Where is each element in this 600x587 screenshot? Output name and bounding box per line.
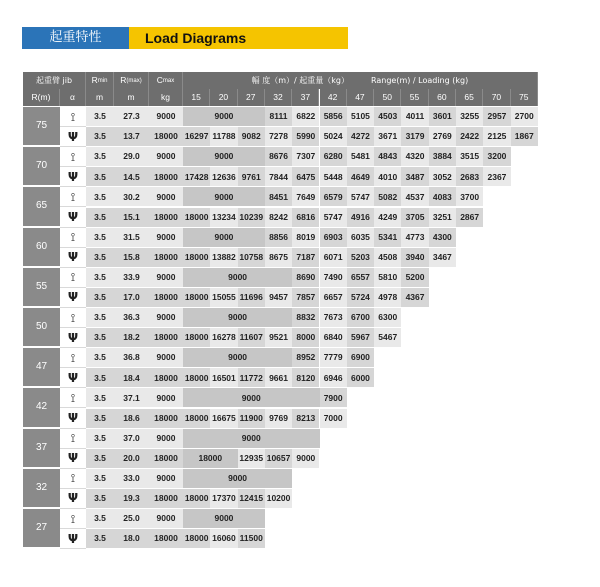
load-value: 12935 [238, 449, 265, 469]
load-value: 7857 [292, 288, 319, 308]
load-value: 6657 [320, 288, 347, 308]
header-range-65: 65 [456, 89, 483, 106]
load-value: 9000 [292, 449, 319, 469]
load-value: 8213 [292, 409, 319, 429]
load-value: 2683 [456, 167, 483, 187]
header-rmin-main: R [91, 75, 98, 86]
load-value: 5724 [347, 288, 374, 308]
load-value: 6557 [347, 268, 374, 288]
load-value: 3705 [401, 208, 428, 228]
header-cmax-main: C [156, 75, 163, 86]
load-value: 5082 [374, 187, 401, 207]
rmax-value: 18.4 [114, 368, 149, 388]
double-hook-icon: Ψ [60, 127, 86, 147]
header-range-47: 47 [347, 89, 374, 106]
load-value: 2957 [483, 107, 510, 127]
rmin-value: 3.5 [86, 228, 114, 248]
load-value: 9761 [238, 167, 265, 187]
rmax-value: 36.8 [114, 348, 149, 368]
load-value: 2867 [456, 208, 483, 228]
rmax-value: 15.8 [114, 248, 149, 268]
rmax-value: 17.0 [114, 288, 149, 308]
load-value: 12415 [238, 489, 265, 509]
load-value: 10200 [265, 489, 292, 509]
load-value: 7187 [292, 248, 319, 268]
load-value: 3487 [401, 167, 428, 187]
rmin-value: 3.5 [86, 409, 114, 429]
load-value: 9000 [183, 348, 292, 368]
boom-length-50: 50 [23, 308, 60, 348]
load-value: 2769 [429, 127, 456, 147]
rmin-value: 3.5 [86, 127, 114, 147]
rmin-value: 3.5 [86, 147, 114, 167]
load-value: 7844 [265, 167, 292, 187]
single-hook-icon: ⟟ [60, 509, 86, 529]
load-value: 8832 [292, 308, 319, 328]
load-value: 8000 [292, 328, 319, 348]
load-value: 18000 [183, 409, 210, 429]
load-value: 3179 [401, 127, 428, 147]
load-value: 11607 [238, 328, 265, 348]
header-range-70: 70 [483, 89, 510, 106]
cmax-value: 9000 [149, 469, 183, 489]
header-range-37: 37 [292, 89, 319, 106]
load-value: 9000 [183, 388, 320, 408]
rmax-value: 30.2 [114, 187, 149, 207]
double-hook-icon: Ψ [60, 449, 86, 469]
rmax-value: 37.1 [114, 388, 149, 408]
load-value: 5810 [374, 268, 401, 288]
rmax-value: 14.5 [114, 167, 149, 187]
rmin-value: 3.5 [86, 208, 114, 228]
load-value: 6840 [320, 328, 347, 348]
banner-title-zh: 起重特性 [22, 27, 129, 49]
load-value: 1867 [511, 127, 538, 147]
load-value: 5481 [347, 147, 374, 167]
load-value: 3671 [374, 127, 401, 147]
load-value: 8111 [265, 107, 292, 127]
rmin-value: 3.5 [86, 368, 114, 388]
load-value: 7307 [292, 147, 319, 167]
load-value: 5967 [347, 328, 374, 348]
load-value: 4773 [401, 228, 428, 248]
banner-title-en: Load Diagrams [129, 27, 348, 49]
load-value: 11772 [238, 368, 265, 388]
header-range-55: 55 [401, 89, 428, 106]
load-value: 18000 [183, 328, 210, 348]
load-value: 6822 [292, 107, 319, 127]
load-value: 7779 [320, 348, 347, 368]
load-value: 5105 [347, 107, 374, 127]
load-value: 8120 [292, 368, 319, 388]
header-jib: 起重臂 jib [23, 72, 86, 89]
load-value: 6000 [347, 368, 374, 388]
rmax-value: 20.0 [114, 449, 149, 469]
boom-length-70: 70 [23, 147, 60, 187]
rmax-value: 33.9 [114, 268, 149, 288]
load-value: 18000 [183, 288, 210, 308]
load-value: 9000 [183, 509, 265, 529]
boom-length-47: 47 [23, 348, 60, 388]
rmin-value: 3.5 [86, 268, 114, 288]
header-range-60: 60 [429, 89, 456, 106]
load-value: 4320 [401, 147, 428, 167]
load-value: 6946 [320, 368, 347, 388]
load-value: 6071 [320, 248, 347, 268]
load-value: 3200 [483, 147, 510, 167]
cmax-value: 9000 [149, 147, 183, 167]
rmax-value: 36.3 [114, 308, 149, 328]
cmax-value: 9000 [149, 388, 183, 408]
load-value: 8690 [292, 268, 319, 288]
load-value: 16675 [210, 409, 237, 429]
rmin-value: 3.5 [86, 288, 114, 308]
load-value: 9000 [183, 187, 265, 207]
load-value: 10239 [238, 208, 265, 228]
load-value: 3255 [456, 107, 483, 127]
load-value: 6035 [347, 228, 374, 248]
boom-length-60: 60 [23, 228, 60, 268]
section-banner [22, 27, 348, 49]
header-unit-alpha: α [60, 89, 86, 106]
load-value: 5200 [401, 268, 428, 288]
load-value: 7649 [292, 187, 319, 207]
load-value: 7278 [265, 127, 292, 147]
cmax-value: 9000 [149, 509, 183, 529]
boom-length-42: 42 [23, 388, 60, 428]
load-value: 2700 [511, 107, 538, 127]
rmax-value: 18.6 [114, 409, 149, 429]
header-range-42: 42 [320, 89, 347, 106]
single-hook-icon: ⟟ [60, 348, 86, 368]
load-value: 3884 [429, 147, 456, 167]
load-value: 4011 [401, 107, 428, 127]
load-value: 5448 [320, 167, 347, 187]
single-hook-icon: ⟟ [60, 469, 86, 489]
load-value: 3700 [456, 187, 483, 207]
load-value: 5747 [320, 208, 347, 228]
rmin-value: 3.5 [86, 107, 114, 127]
header-unit-r: R(m) [23, 89, 60, 106]
rmin-value: 3.5 [86, 328, 114, 348]
load-value: 18000 [183, 449, 238, 469]
double-hook-icon: Ψ [60, 328, 86, 348]
rmax-value: 27.3 [114, 107, 149, 127]
load-value: 8242 [265, 208, 292, 228]
load-value: 18000 [183, 208, 210, 228]
boom-length-32: 32 [23, 469, 60, 509]
header-rmax [114, 72, 149, 89]
double-hook-icon: Ψ [60, 167, 86, 187]
load-value: 4249 [374, 208, 401, 228]
cmax-value: 18000 [149, 529, 183, 549]
cmax-value: 9000 [149, 268, 183, 288]
double-hook-icon: Ψ [60, 248, 86, 268]
load-value: 9000 [183, 107, 265, 127]
load-value: 16501 [210, 368, 237, 388]
header-rmax-sub: (max) [126, 77, 142, 84]
boom-length-27: 27 [23, 509, 60, 549]
load-value: 2367 [483, 167, 510, 187]
load-value: 7673 [320, 308, 347, 328]
load-value: 4978 [374, 288, 401, 308]
header-cmax-sub: max [162, 77, 175, 84]
load-value: 10758 [238, 248, 265, 268]
load-value: 4503 [374, 107, 401, 127]
load-value: 8451 [265, 187, 292, 207]
single-hook-icon: ⟟ [60, 107, 86, 127]
load-value: 5990 [292, 127, 319, 147]
load-value: 3940 [401, 248, 428, 268]
rmax-value: 33.0 [114, 469, 149, 489]
load-value: 11696 [238, 288, 265, 308]
double-hook-icon: Ψ [60, 208, 86, 228]
load-diagram-table [23, 72, 578, 546]
load-value: 9000 [183, 147, 265, 167]
header-range-20: 20 [210, 89, 237, 106]
header-range-15: 15 [183, 89, 210, 106]
load-value: 8676 [265, 147, 292, 167]
boom-length-65: 65 [23, 187, 60, 227]
load-value: 8856 [265, 228, 292, 248]
single-hook-icon: ⟟ [60, 268, 86, 288]
cmax-value: 9000 [149, 348, 183, 368]
load-value: 9000 [183, 308, 292, 328]
rmin-value: 3.5 [86, 469, 114, 489]
load-value: 5467 [374, 328, 401, 348]
double-hook-icon: Ψ [60, 489, 86, 509]
load-value: 6816 [292, 208, 319, 228]
header-range-27: 27 [238, 89, 265, 106]
load-value: 3251 [429, 208, 456, 228]
boom-length-37: 37 [23, 429, 60, 469]
rmax-value: 15.1 [114, 208, 149, 228]
cmax-value: 18000 [149, 248, 183, 268]
cmax-value: 9000 [149, 308, 183, 328]
load-value: 6903 [320, 228, 347, 248]
load-value: 18000 [183, 489, 210, 509]
load-value: 4537 [401, 187, 428, 207]
load-value: 4272 [347, 127, 374, 147]
cmax-value: 18000 [149, 288, 183, 308]
load-value: 2125 [483, 127, 510, 147]
header-unit-rmax: m [114, 89, 149, 106]
load-value: 10657 [265, 449, 292, 469]
cmax-value: 18000 [149, 208, 183, 228]
load-value: 5856 [320, 107, 347, 127]
load-value: 4649 [347, 167, 374, 187]
load-value: 13234 [210, 208, 237, 228]
rmin-value: 3.5 [86, 529, 114, 549]
header-range-75: 75 [511, 89, 538, 106]
header-range-32: 32 [265, 89, 292, 106]
load-value: 6475 [292, 167, 319, 187]
load-value: 3601 [429, 107, 456, 127]
cmax-value: 18000 [149, 328, 183, 348]
load-value: 4367 [401, 288, 428, 308]
cmax-value: 18000 [149, 489, 183, 509]
load-value: 17428 [183, 167, 210, 187]
double-hook-icon: Ψ [60, 288, 86, 308]
load-value: 4300 [429, 228, 456, 248]
load-value: 9000 [183, 268, 292, 288]
load-value: 8675 [265, 248, 292, 268]
rmin-value: 3.5 [86, 348, 114, 368]
rmin-value: 3.5 [86, 388, 114, 408]
single-hook-icon: ⟟ [60, 147, 86, 167]
rmin-value: 3.5 [86, 248, 114, 268]
rmin-value: 3.5 [86, 167, 114, 187]
load-value: 9457 [265, 288, 292, 308]
load-value: 6700 [347, 308, 374, 328]
load-value: 11500 [238, 529, 265, 549]
load-value: 16278 [210, 328, 237, 348]
load-value: 17370 [210, 489, 237, 509]
load-value: 16297 [183, 127, 210, 147]
load-value: 9521 [265, 328, 292, 348]
load-value: 16060 [210, 529, 237, 549]
load-value: 8019 [292, 228, 319, 248]
rmin-value: 3.5 [86, 449, 114, 469]
load-value: 11788 [210, 127, 237, 147]
rmax-value: 19.3 [114, 489, 149, 509]
cmax-value: 18000 [149, 409, 183, 429]
rmax-value: 25.0 [114, 509, 149, 529]
load-value: 18000 [183, 248, 210, 268]
load-value: 9082 [238, 127, 265, 147]
header-rmin [86, 72, 114, 89]
load-value: 3052 [429, 167, 456, 187]
single-hook-icon: ⟟ [60, 388, 86, 408]
load-value: 7490 [320, 268, 347, 288]
rmax-value: 29.0 [114, 147, 149, 167]
load-value: 2422 [456, 127, 483, 147]
load-value: 7900 [320, 388, 347, 408]
load-value: 12636 [210, 167, 237, 187]
load-value: 6280 [320, 147, 347, 167]
load-value: 9000 [183, 228, 265, 248]
rmin-value: 3.5 [86, 509, 114, 529]
load-value: 9661 [265, 368, 292, 388]
cmax-value: 18000 [149, 127, 183, 147]
load-value: 4508 [374, 248, 401, 268]
load-value: 5024 [320, 127, 347, 147]
load-value: 5747 [347, 187, 374, 207]
cmax-value: 18000 [149, 449, 183, 469]
load-value: 3467 [429, 248, 456, 268]
cmax-value: 9000 [149, 228, 183, 248]
load-value: 15055 [210, 288, 237, 308]
rmax-value: 37.0 [114, 429, 149, 449]
boom-length-55: 55 [23, 268, 60, 308]
header-unit-rmin: m [86, 89, 114, 106]
double-hook-icon: Ψ [60, 368, 86, 388]
single-hook-icon: ⟟ [60, 187, 86, 207]
rmin-value: 3.5 [86, 308, 114, 328]
cmax-value: 9000 [149, 107, 183, 127]
load-value: 4843 [374, 147, 401, 167]
single-hook-icon: ⟟ [60, 429, 86, 449]
single-hook-icon: ⟟ [60, 228, 86, 248]
load-value: 7000 [320, 409, 347, 429]
load-value: 9000 [183, 469, 292, 489]
header-range-title-en: Range(m) / Loading (kg) [370, 75, 469, 85]
header-rmin-sub: min [97, 77, 108, 84]
header-range-50: 50 [374, 89, 401, 106]
load-value: 18000 [183, 529, 210, 549]
cmax-value: 18000 [149, 368, 183, 388]
rmax-value: 13.7 [114, 127, 149, 147]
header-range-title-zh: 幅 度（m）/ 起重量（kg） [251, 75, 349, 85]
rmin-value: 3.5 [86, 187, 114, 207]
load-value: 8952 [292, 348, 319, 368]
header-cmax [149, 72, 183, 89]
load-value: 5341 [374, 228, 401, 248]
single-hook-icon: ⟟ [60, 308, 86, 328]
rmax-value: 31.5 [114, 228, 149, 248]
load-value: 9769 [265, 409, 292, 429]
header-unit-cmax: kg [149, 89, 183, 106]
rmin-value: 3.5 [86, 489, 114, 509]
rmin-value: 3.5 [86, 429, 114, 449]
double-hook-icon: Ψ [60, 529, 86, 549]
load-value: 4916 [347, 208, 374, 228]
double-hook-icon: Ψ [60, 409, 86, 429]
cmax-value: 18000 [149, 167, 183, 187]
load-value: 11900 [238, 409, 265, 429]
header-rmax-main: R [120, 75, 127, 86]
cmax-value: 9000 [149, 187, 183, 207]
rmax-value: 18.2 [114, 328, 149, 348]
load-value: 6300 [374, 308, 401, 328]
load-value: 13882 [210, 248, 237, 268]
load-value: 18000 [183, 368, 210, 388]
header-range-title [183, 72, 538, 89]
load-value: 4083 [429, 187, 456, 207]
load-value: 6579 [320, 187, 347, 207]
rmax-value: 18.0 [114, 529, 149, 549]
load-value: 9000 [183, 429, 320, 449]
load-value: 5203 [347, 248, 374, 268]
boom-length-75: 75 [23, 107, 60, 147]
cmax-value: 9000 [149, 429, 183, 449]
load-value: 4010 [374, 167, 401, 187]
load-value: 3515 [456, 147, 483, 167]
load-value: 6900 [347, 348, 374, 368]
